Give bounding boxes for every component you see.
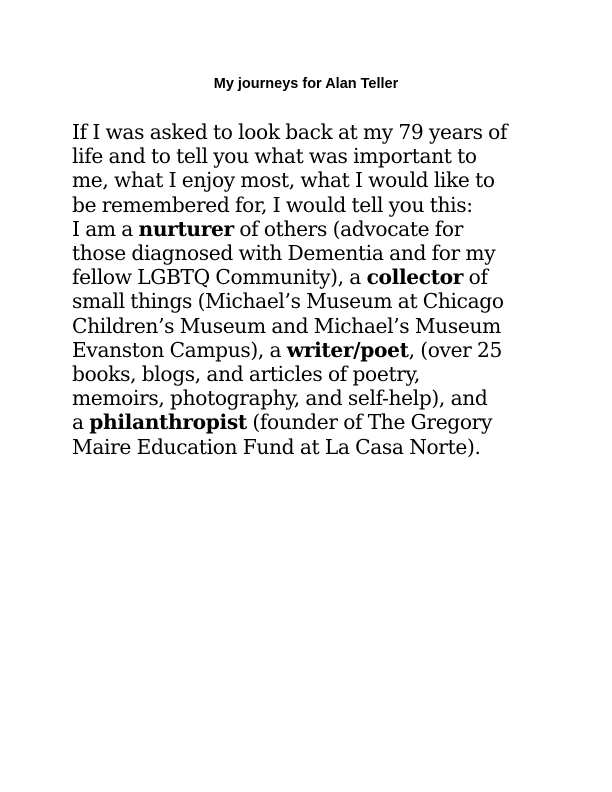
text-run: books, blogs, and articles of poetry, (72, 362, 420, 387)
text-line (72, 435, 572, 459)
text-run: those diagnosed with Dementia and for my (72, 241, 496, 266)
text-run: I am a (72, 216, 139, 241)
text-run: life and to tell you what was important to (72, 144, 477, 169)
text-run: memoirs, photography, and self-help), and (72, 386, 488, 411)
text-run: small things (Michael’s Museum at Chicago (72, 289, 504, 314)
text-run: a (72, 410, 90, 435)
emphasis-collector: collector (366, 265, 464, 290)
text-run: Maire Education Fund at La Casa Norte). (72, 434, 481, 459)
text-run: Evanston Campus), a (72, 337, 287, 362)
text-line (72, 338, 572, 362)
text-line (72, 314, 572, 338)
text-line (72, 144, 572, 168)
text-run: be remembered for, I would tell you this: (72, 192, 473, 217)
emphasis-writer-poet: writer/poet (286, 337, 409, 362)
text-line (72, 217, 572, 241)
text-line (72, 386, 572, 410)
emphasis-nurturer: nurturer (138, 216, 234, 241)
text-line (72, 193, 572, 217)
text-line (72, 120, 572, 144)
text-line (72, 241, 572, 265)
text-line (72, 362, 572, 386)
text-run: , (over 25 (408, 337, 503, 362)
text-line (72, 289, 572, 313)
text-run: Children’s Museum and Michael’s Museum (72, 313, 501, 338)
text-run: of (463, 265, 488, 290)
text-run: me, what I enjoy most, what I would like to (72, 168, 495, 193)
text-line (72, 168, 572, 192)
emphasis-philanthropist: philanthropist (89, 410, 247, 435)
text-run: of others (advocate for (233, 216, 464, 241)
text-run: (founder of The Gregory (246, 410, 493, 435)
body-paragraph (72, 120, 572, 459)
text-run: If I was asked to look back at my 79 years of (72, 120, 508, 144)
document-title: My journeys for Alan Teller (213, 76, 399, 92)
text-line (72, 265, 572, 289)
text-line (72, 410, 572, 434)
text-run: fellow LGBTQ Community), a (72, 265, 367, 290)
